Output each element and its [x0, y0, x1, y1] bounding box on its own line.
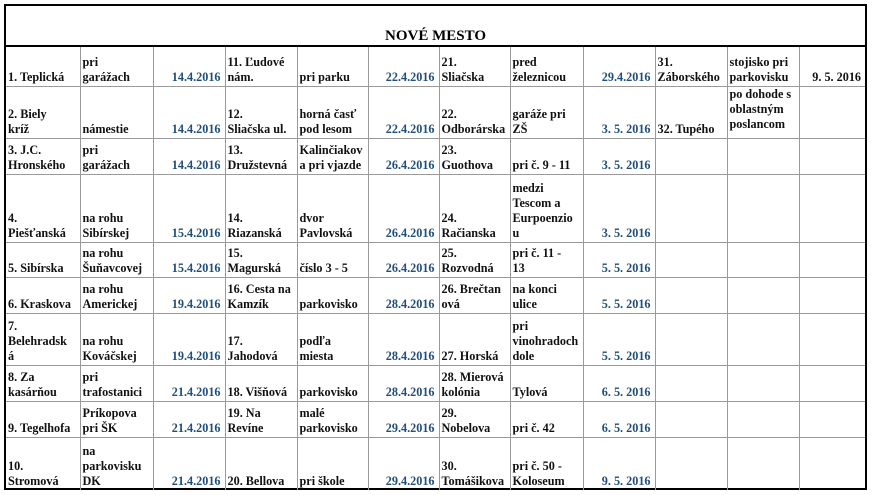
- cell-text-line: 14.4.2016: [171, 121, 221, 136]
- street-cell[interactable]: [655, 47, 727, 86]
- cell-text-line: pri: [82, 54, 99, 69]
- date-cell[interactable]: [799, 437, 865, 490]
- cell-text-line: vinohradoch: [512, 333, 579, 348]
- cell-text-line: Sliačska ul.: [227, 121, 287, 136]
- date-cell[interactable]: [799, 313, 865, 365]
- cell-text-line: trafostanici: [82, 384, 143, 399]
- cell-text-line: 26. Brečtan: [441, 281, 501, 296]
- table-row: [6, 47, 865, 86]
- location-cell[interactable]: [510, 437, 583, 490]
- cell-text-line: parkovisko: [299, 384, 358, 399]
- location-cell[interactable]: [510, 365, 583, 401]
- cell-text-line: 6. 5. 2016: [601, 384, 651, 399]
- cell-text-line: 15.4.2016: [171, 260, 221, 275]
- cell-text-line: 22.4.2016: [385, 121, 435, 136]
- cell-text-line: Riazanská: [227, 225, 282, 240]
- cell-text-line: 21.4.2016: [171, 420, 221, 435]
- cell-text-line: 29.: [441, 405, 457, 420]
- cell-text-line: 28. Mierová: [441, 369, 504, 384]
- cell-text-line: Revíne: [227, 420, 264, 435]
- date-cell[interactable]: [583, 313, 655, 365]
- cell-text-line: 19.4.2016: [171, 348, 221, 363]
- cell-text-line: 5. 5. 2016: [601, 348, 651, 363]
- date-cell[interactable]: [153, 86, 225, 138]
- location-cell[interactable]: [510, 86, 583, 138]
- table-row: [6, 86, 865, 138]
- cell-text-line: 16. Cesta na: [227, 281, 291, 296]
- cell-text-line: pri č. 11 -: [512, 245, 562, 260]
- date-cell[interactable]: [583, 47, 655, 86]
- cell-text-line: 26.4.2016: [385, 157, 435, 172]
- street-cell[interactable]: [655, 313, 727, 365]
- cell-text-line: 18. Višňová: [227, 384, 288, 399]
- date-cell[interactable]: [799, 86, 865, 138]
- date-cell[interactable]: [583, 86, 655, 138]
- location-cell[interactable]: [510, 138, 583, 174]
- cell-text-line: 30.: [441, 459, 457, 473]
- location-cell[interactable]: [297, 313, 368, 365]
- cell-text-line: Šuňavcovej: [82, 260, 143, 275]
- cell-text-line: horná časť: [299, 106, 357, 121]
- location-cell[interactable]: [80, 242, 153, 277]
- location-cell[interactable]: [297, 401, 368, 437]
- cell-text-line: 14.4.2016: [171, 157, 221, 172]
- cell-text-line: 19.4.2016: [171, 296, 221, 311]
- street-cell[interactable]: [225, 138, 297, 174]
- street-cell[interactable]: [439, 437, 510, 490]
- location-cell[interactable]: [727, 277, 799, 313]
- cell-text-line: Sibírskej: [82, 225, 130, 240]
- cell-text-line: na: [82, 444, 96, 458]
- location-cell[interactable]: [80, 401, 153, 437]
- location-cell[interactable]: [510, 401, 583, 437]
- date-cell[interactable]: [368, 437, 439, 490]
- cell-text-line: oblastným: [729, 101, 784, 116]
- cell-text-line: malé: [299, 405, 325, 420]
- street-cell[interactable]: [655, 437, 727, 490]
- date-cell[interactable]: [583, 365, 655, 401]
- date-cell[interactable]: [153, 242, 225, 277]
- cell-text-line: stojisko pri: [729, 54, 789, 69]
- date-cell[interactable]: [799, 242, 865, 277]
- location-cell[interactable]: [297, 437, 368, 490]
- cell-text-line: Eurpoenzio: [512, 210, 573, 225]
- date-cell[interactable]: [583, 437, 655, 490]
- cell-text-line: 22.: [441, 106, 457, 121]
- cell-text-line: miesta: [299, 348, 334, 363]
- cell-text-line: Tescom a: [512, 195, 561, 210]
- cell-text-line: 3. 5. 2016: [601, 121, 651, 136]
- street-cell[interactable]: [6, 277, 80, 313]
- date-cell[interactable]: [368, 47, 439, 86]
- street-cell[interactable]: [655, 242, 727, 277]
- street-cell[interactable]: [655, 277, 727, 313]
- cell-text-line: garáže pri: [512, 106, 566, 121]
- cell-text-line: Odborárska: [441, 121, 506, 136]
- street-cell[interactable]: [439, 242, 510, 277]
- date-cell[interactable]: [153, 47, 225, 86]
- street-cell[interactable]: [655, 138, 727, 174]
- location-cell[interactable]: [297, 47, 368, 86]
- cell-text-line: DK: [82, 474, 101, 488]
- cell-text-line: 28.4.2016: [385, 296, 435, 311]
- cell-text-line: 31.: [657, 54, 673, 69]
- cell-text-line: 2. Biely: [8, 106, 47, 121]
- cell-text-line: kasárňou: [8, 384, 57, 399]
- street-cell[interactable]: [439, 277, 510, 313]
- cell-text-line: 7.: [8, 318, 18, 333]
- cell-text-line: 14.: [227, 210, 243, 225]
- street-cell[interactable]: [6, 242, 80, 277]
- cell-text-line: pri parku: [299, 69, 350, 84]
- cell-text-line: pri: [512, 318, 529, 333]
- cell-text-line: garážach: [82, 157, 130, 172]
- cell-text-line: 20. Bellova: [227, 474, 285, 488]
- cell-text-line: Družstevná: [227, 157, 288, 172]
- street-cell[interactable]: [655, 174, 727, 242]
- cell-text-line: nám.: [227, 69, 254, 84]
- cell-text-line: 3. 5. 2016: [601, 225, 651, 240]
- location-cell[interactable]: [80, 365, 153, 401]
- location-cell[interactable]: [727, 242, 799, 277]
- cell-text-line: 3. J.C.: [8, 142, 42, 157]
- title-cell[interactable]: [6, 6, 865, 47]
- cell-text-line: na rohu: [82, 245, 124, 260]
- street-cell[interactable]: [6, 86, 80, 138]
- cell-text-line: 26.4.2016: [385, 260, 435, 275]
- cell-text-line: Rozvodná: [441, 260, 494, 275]
- cell-text-line: ulice: [512, 296, 537, 311]
- cell-text-line: železnicou: [512, 69, 566, 84]
- cell-text-line: Záborského: [657, 69, 720, 84]
- location-cell[interactable]: [510, 242, 583, 277]
- date-cell[interactable]: [368, 86, 439, 138]
- cell-text-line: Tylová: [512, 384, 548, 399]
- cell-text-line: 22.4.2016: [385, 69, 435, 84]
- date-cell[interactable]: [799, 47, 865, 86]
- street-cell[interactable]: [439, 174, 510, 242]
- cell-text-line: 10.: [8, 459, 24, 473]
- street-cell[interactable]: [6, 365, 80, 401]
- location-cell[interactable]: [80, 174, 153, 242]
- cell-text-line: Račianska: [441, 225, 496, 240]
- cell-text-line: 13: [512, 260, 525, 275]
- street-cell[interactable]: [6, 401, 80, 437]
- sheet-area: [4, 4, 867, 490]
- cell-text-line: ová: [441, 296, 460, 311]
- date-cell[interactable]: [799, 174, 865, 242]
- cell-text-line: u: [512, 225, 520, 240]
- street-cell[interactable]: [6, 47, 80, 86]
- cell-text-line: 6. 5. 2016: [601, 420, 651, 435]
- location-cell[interactable]: [80, 277, 153, 313]
- date-cell[interactable]: [368, 174, 439, 242]
- cell-text-line: pred: [512, 54, 537, 69]
- cell-text-line: Pavlovská: [299, 225, 353, 240]
- cell-text-line: 6. Kraskova: [8, 296, 71, 311]
- cell-text-line: 5. Sibírska: [8, 260, 64, 275]
- cell-text-line: 29.4.2016: [601, 69, 651, 84]
- street-cell[interactable]: [225, 437, 297, 490]
- date-cell[interactable]: [799, 401, 865, 437]
- cell-text-line: podľa: [299, 333, 331, 348]
- cell-text-line: 11. Ľudové: [227, 54, 285, 69]
- cell-text-line: á: [8, 348, 15, 363]
- date-cell[interactable]: [153, 313, 225, 365]
- date-cell[interactable]: [368, 401, 439, 437]
- location-cell[interactable]: [727, 401, 799, 437]
- location-cell[interactable]: [727, 365, 799, 401]
- cell-text-line: Kamzík: [227, 296, 269, 311]
- street-cell[interactable]: [655, 401, 727, 437]
- date-cell[interactable]: [368, 138, 439, 174]
- date-cell[interactable]: [153, 138, 225, 174]
- cell-text-line: na konci: [512, 281, 557, 296]
- table-row: [6, 313, 865, 365]
- cell-text-line: Koloseum: [512, 474, 565, 488]
- cell-text-line: medzi: [512, 180, 544, 195]
- sheet-title: NOVÉ MESTO: [385, 28, 486, 44]
- cell-text-line: parkovisku: [729, 69, 789, 84]
- location-cell[interactable]: [727, 47, 799, 86]
- cell-text-line: Príkopova: [82, 405, 137, 420]
- date-cell[interactable]: [799, 365, 865, 401]
- street-cell[interactable]: [225, 401, 297, 437]
- cell-text-line: pri č. 9 - 11: [512, 157, 571, 172]
- street-cell[interactable]: [439, 401, 510, 437]
- street-cell[interactable]: [225, 86, 297, 138]
- street-cell[interactable]: [225, 174, 297, 242]
- cell-text-line: Americkej: [82, 296, 138, 311]
- cell-text-line: dole: [512, 348, 535, 363]
- cell-text-line: 28.4.2016: [385, 384, 435, 399]
- street-cell[interactable]: [6, 138, 80, 174]
- date-cell[interactable]: [368, 242, 439, 277]
- cell-text-line: 28.4.2016: [385, 348, 435, 363]
- location-cell[interactable]: [510, 174, 583, 242]
- cell-text-line: 15.: [227, 245, 243, 260]
- cell-text-line: 9. Tegelhofa: [8, 420, 71, 435]
- location-cell[interactable]: [297, 242, 368, 277]
- cell-text-line: 9. 5. 2016: [601, 474, 651, 488]
- street-cell[interactable]: [655, 86, 727, 138]
- cell-text-line: parkovisko: [299, 420, 358, 435]
- street-cell[interactable]: [439, 47, 510, 86]
- date-cell[interactable]: [368, 277, 439, 313]
- cell-text-line: Sliačska: [441, 69, 485, 84]
- cell-text-line: Tomášikova: [441, 474, 505, 488]
- cell-text-line: Piešťanská: [8, 225, 66, 240]
- cell-text-line: Kalinčiakov: [299, 142, 363, 157]
- location-cell[interactable]: [80, 313, 153, 365]
- location-cell[interactable]: [297, 86, 368, 138]
- location-cell[interactable]: [80, 437, 153, 490]
- date-cell[interactable]: [368, 365, 439, 401]
- cell-text-line: pri: [82, 142, 99, 157]
- cell-text-line: 29.4.2016: [385, 474, 435, 488]
- cell-text-line: Kováčskej: [82, 348, 137, 363]
- cell-text-line: parkovisku: [82, 459, 142, 473]
- date-cell[interactable]: [583, 138, 655, 174]
- cell-text-line: 21.: [441, 54, 457, 69]
- location-cell[interactable]: [510, 47, 583, 86]
- table-row: [6, 174, 865, 242]
- date-cell[interactable]: [153, 174, 225, 242]
- street-cell[interactable]: [6, 313, 80, 365]
- schedule-body: [6, 47, 865, 490]
- cell-text-line: 27. Horská: [441, 348, 499, 363]
- cell-text-line: 1. Teplická: [8, 69, 65, 84]
- date-cell[interactable]: [583, 174, 655, 242]
- cell-text-line: 17.: [227, 333, 243, 348]
- location-cell[interactable]: [727, 86, 799, 138]
- cell-text-line: 29.4.2016: [385, 420, 435, 435]
- table-row: [6, 365, 865, 401]
- table-row: [6, 242, 865, 277]
- street-cell[interactable]: [6, 174, 80, 242]
- street-cell[interactable]: [439, 313, 510, 365]
- date-cell[interactable]: [799, 138, 865, 174]
- location-cell[interactable]: [727, 174, 799, 242]
- cell-text-line: Hronského: [8, 157, 66, 172]
- cell-text-line: pri ŠK: [82, 420, 118, 435]
- location-cell[interactable]: [510, 277, 583, 313]
- location-cell[interactable]: [297, 365, 368, 401]
- street-cell[interactable]: [439, 86, 510, 138]
- location-cell[interactable]: [80, 86, 153, 138]
- date-cell[interactable]: [153, 437, 225, 490]
- street-cell[interactable]: [225, 47, 297, 86]
- location-cell[interactable]: [727, 138, 799, 174]
- cell-text-line: Nobelova: [441, 420, 491, 435]
- cell-text-line: Magurská: [227, 260, 281, 275]
- cell-text-line: garážach: [82, 69, 130, 84]
- cell-text-line: ZŠ: [512, 121, 528, 136]
- street-cell[interactable]: [6, 437, 80, 490]
- schedule-table: [6, 47, 865, 490]
- cell-text-line: námestie: [82, 121, 129, 136]
- cell-text-line: Guothova: [441, 157, 493, 172]
- cell-text-line: pri: [82, 369, 99, 384]
- date-cell[interactable]: [583, 242, 655, 277]
- cell-text-line: dvor: [299, 210, 324, 225]
- cell-text-line: parkovisko: [299, 296, 358, 311]
- cell-text-line: na rohu: [82, 210, 124, 225]
- cell-text-line: 24.: [441, 210, 457, 225]
- location-cell[interactable]: [297, 277, 368, 313]
- location-cell[interactable]: [80, 138, 153, 174]
- cell-text-line: 14.4.2016: [171, 69, 221, 84]
- date-cell[interactable]: [153, 277, 225, 313]
- date-cell[interactable]: [153, 401, 225, 437]
- cell-text-line: 5. 5. 2016: [601, 260, 651, 275]
- location-cell[interactable]: [727, 437, 799, 490]
- date-cell[interactable]: [583, 401, 655, 437]
- cell-text-line: pod lesom: [299, 121, 352, 136]
- cell-text-line: 12.: [227, 106, 243, 121]
- date-cell[interactable]: [368, 313, 439, 365]
- cell-text-line: kolónia: [441, 384, 481, 399]
- street-cell[interactable]: [225, 242, 297, 277]
- street-cell[interactable]: [225, 365, 297, 401]
- cell-text-line: 23.: [441, 142, 457, 157]
- cell-text-line: 15.4.2016: [171, 225, 221, 240]
- cell-text-line: na rohu: [82, 281, 124, 296]
- cell-text-line: 9. 5. 2016: [812, 69, 861, 84]
- cell-text-line: 8. Za: [8, 369, 35, 384]
- street-cell[interactable]: [655, 365, 727, 401]
- cell-text-line: 5. 5. 2016: [601, 296, 651, 311]
- cell-text-line: pri č. 42: [512, 420, 555, 435]
- cell-text-line: 32. Tupého: [657, 121, 715, 136]
- cell-text-line: Stromová: [8, 474, 59, 488]
- cell-text-line: po dohode s: [729, 86, 792, 101]
- cell-text-line: číslo 3 - 5: [299, 260, 348, 275]
- table-row: [6, 277, 865, 313]
- table-row: [6, 401, 865, 437]
- cell-text-line: pri škole: [299, 474, 345, 488]
- cell-text-line: na rohu: [82, 333, 124, 348]
- location-cell[interactable]: [297, 138, 368, 174]
- cell-text-line: Jahodová: [227, 348, 278, 363]
- cell-text-line: 25.: [441, 245, 457, 260]
- cell-text-line: kríž: [8, 121, 29, 136]
- date-cell[interactable]: [153, 365, 225, 401]
- table-row: [6, 138, 865, 174]
- location-cell[interactable]: [297, 174, 368, 242]
- street-cell[interactable]: [439, 138, 510, 174]
- location-cell[interactable]: [510, 313, 583, 365]
- cell-text-line: 19. Na: [227, 405, 261, 420]
- cell-text-line: 3. 5. 2016: [601, 157, 651, 172]
- cell-text-line: 4.: [8, 210, 18, 225]
- street-cell[interactable]: [225, 277, 297, 313]
- cell-text-line: 13.: [227, 142, 243, 157]
- cell-text-line: pri č. 50 -: [512, 459, 562, 473]
- cell-text-line: 26.4.2016: [385, 225, 435, 240]
- location-cell[interactable]: [727, 313, 799, 365]
- location-cell[interactable]: [80, 47, 153, 86]
- cell-text-line: 21.4.2016: [171, 474, 221, 488]
- street-cell[interactable]: [225, 313, 297, 365]
- date-cell[interactable]: [799, 277, 865, 313]
- cell-text-line: Belehradsk: [8, 333, 67, 348]
- table-row: [6, 437, 865, 490]
- cell-text-line: 21.4.2016: [171, 384, 221, 399]
- cell-text-line: a pri vjazde: [299, 157, 362, 172]
- date-cell[interactable]: [583, 277, 655, 313]
- cell-text-line: poslancom: [729, 116, 786, 131]
- street-cell[interactable]: [439, 365, 510, 401]
